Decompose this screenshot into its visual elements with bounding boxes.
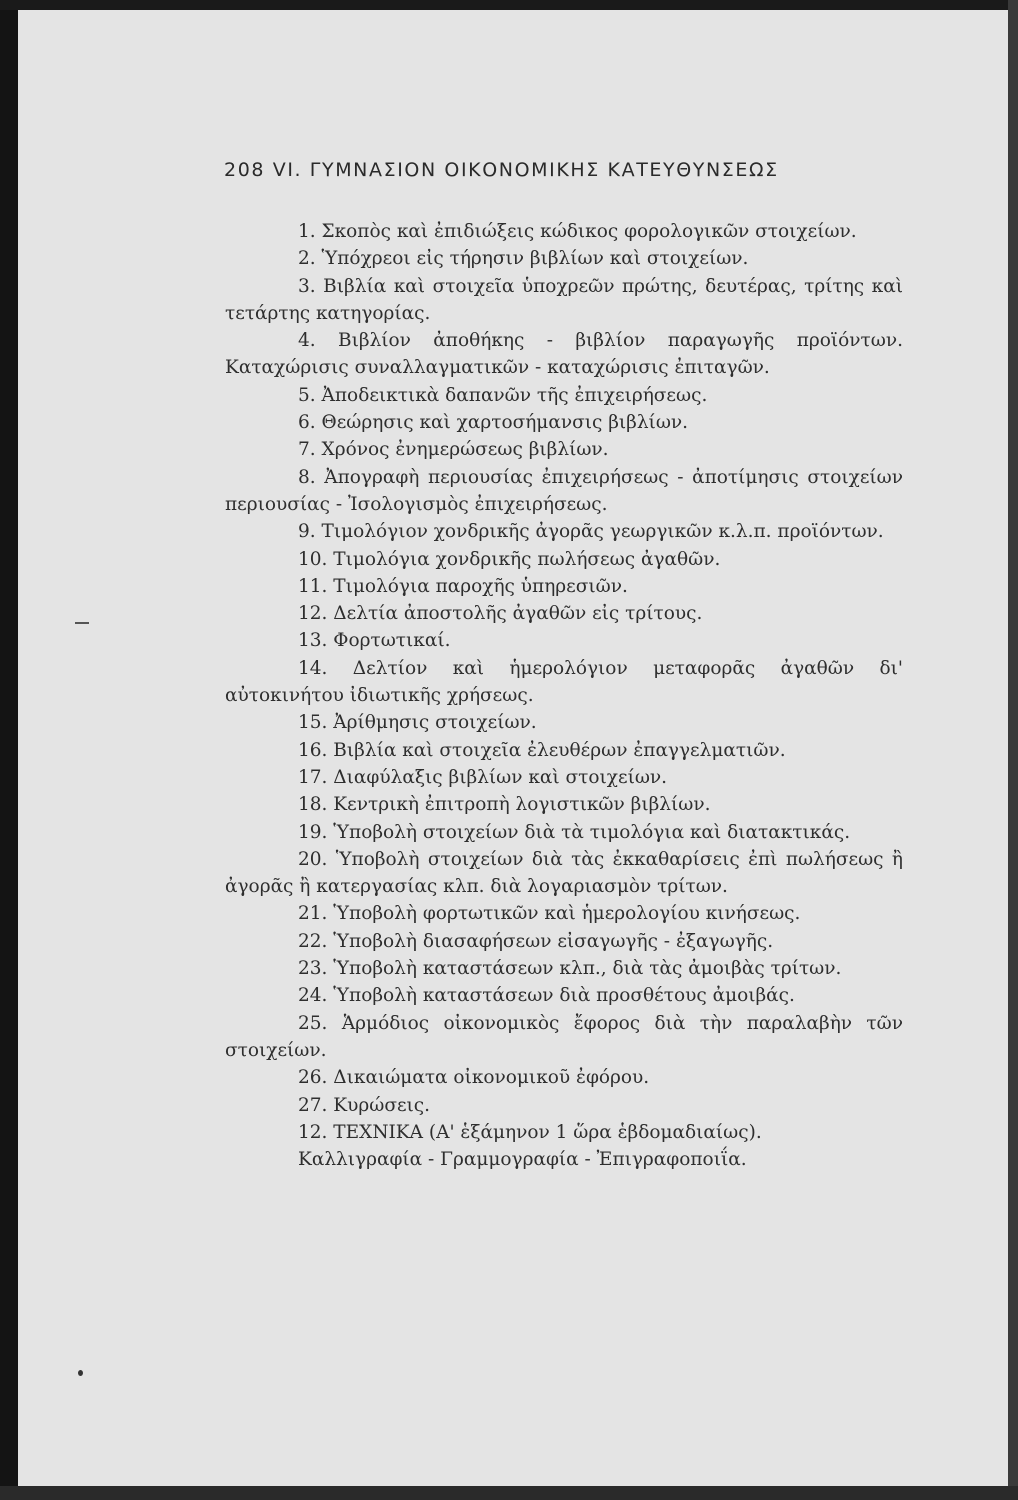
list-item: 16. Βιβλία καὶ στοιχεῖα ἐλευθέρων ἐπαγγελματιῶν. — [298, 739, 786, 761]
section-heading: 12. ΤΕΧΝΙΚΑ (Α' ἑξάμηνον 1 ὥρα ἑβδομαδιαίως). — [298, 1121, 762, 1143]
list-item: 1. Σκοπὸς καὶ ἐπιδιώξεις κώδικος φορολογικῶν στοιχείων. — [298, 221, 857, 242]
list-item: 20. Ὑποβολὴ στοιχείων διὰ τὰς ἐκκαθαρίσεις ἐπὶ πωλήσεως ἢ ἀγορᾶς ἢ κατεργασίας κλπ. διὰ λογαριασμὸν τρίτων. — [225, 848, 903, 898]
list-item: 10. Τιμολόγια χονδρικῆς πωλήσεως ἀγαθῶν. — [298, 548, 721, 570]
list-item: 14. Δελτίον καὶ ἡμερολόγιον μεταφορᾶς ἀγαθῶν δι' αὐτοκινήτου ἰδιωτικῆς χρήσεως. — [225, 657, 903, 707]
scan-edge-top — [0, 0, 1018, 10]
list-item: 3. Βιβλία καὶ στοιχεῖα ὑποχρεῶν πρώτης, δευτέρας, τρίτης καὶ τετάρτης κατηγορίας. — [225, 275, 903, 324]
page-number: 208 — [224, 159, 266, 181]
list-item: 18. Κεντρικὴ ἐπιτροπὴ λογιστικῶν βιβλίων. — [298, 794, 711, 816]
list-item: 5. Ἀποδεικτικὰ δαπανῶν τῆς ἐπιχειρήσεως. — [298, 384, 708, 406]
list-item: 6. Θεώρησις καὶ χαρτοσήμανσις βιβλίων. — [298, 412, 689, 434]
list-item: 22. Ὑποβολὴ διασαφήσεων εἰσαγωγῆς - ἐξαγωγῆς. — [298, 930, 774, 952]
list-item: 2. Ὑπόχρεοι εἰς τήρησιν βιβλίων καὶ στοιχείων. — [298, 248, 749, 270]
syllabus-list — [225, 218, 903, 1173]
scan-edge-left — [0, 0, 18, 1500]
list-item: 15. Ἀρίθμησις στοιχείων. — [298, 712, 537, 734]
section-subjects: Καλλιγραφία - Γραμμογραφία - Ἐπιγραφοποιΐα. — [298, 1149, 747, 1171]
list-item: 23. Ὑποβολὴ καταστάσεων κλπ., διὰ τὰς ἀμοιβὰς τρίτων. — [298, 958, 842, 980]
running-title: VI. ΓΥΜΝΑΣΙΟΝ ΟΙΚΟΝΟΜΙΚΗΣ ΚΑΤΕΥΘΥΝΣΕΩΣ — [272, 159, 779, 181]
list-item: 21. Ὑποβολὴ φορτωτικῶν καὶ ἡμερολογίου κινήσεως. — [298, 903, 801, 925]
list-item: 27. Κυρώσεις. — [298, 1094, 431, 1116]
list-item: 7. Χρόνος ἐνημερώσεως βιβλίων. — [298, 439, 609, 461]
scan-edge-right — [1008, 0, 1018, 1500]
ink-speck — [78, 1370, 83, 1376]
list-item: 19. Ὑποβολὴ στοιχείων διὰ τὰ τιμολόγια καὶ διατακτικάς. — [298, 821, 851, 843]
list-item: 9. Τιμολόγιον χονδρικῆς ἀγορᾶς γεωργικῶν κ.λ.π. προϊόντων. — [298, 521, 884, 543]
list-item: 17. Διαφύλαξις βιβλίων καὶ στοιχείων. — [298, 766, 668, 788]
running-head — [224, 159, 779, 181]
list-item: 12. Δελτία ἀποστολῆς ἀγαθῶν εἰς τρίτους. — [298, 603, 703, 625]
list-item: 11. Τιμολόγια παροχῆς ὑπηρεσιῶν. — [298, 575, 628, 597]
list-item: 13. Φορτωτικαί. — [298, 630, 451, 652]
list-item: 24. Ὑποβολὴ καταστάσεων διὰ προσθέτους ἀμοιβάς. — [298, 985, 795, 1007]
margin-mark — [75, 622, 89, 624]
list-item: 25. Ἁρμόδιος οἰκονομικὸς ἔφορος διὰ τὴν παραλαβὴν τῶν στοιχείων. — [225, 1012, 903, 1061]
list-item: 26. Δικαιώματα οἰκονομικοῦ ἐφόρου. — [298, 1067, 650, 1089]
list-item: 8. Ἀπογραφὴ περιουσίας ἐπιχειρήσεως - ἀποτίμησις στοιχείων περιουσίας - Ἰσολογισμὸς ἐπιχειρήσεως. — [225, 466, 903, 515]
scan-edge-bottom — [0, 1486, 1018, 1500]
list-item: 4. Βιβλίον ἀποθήκης - βιβλίον παραγωγῆς προϊόντων. Καταχώρισις συναλλαγματικῶν - καταχώρισις ἐπιταγῶν. — [225, 330, 903, 379]
